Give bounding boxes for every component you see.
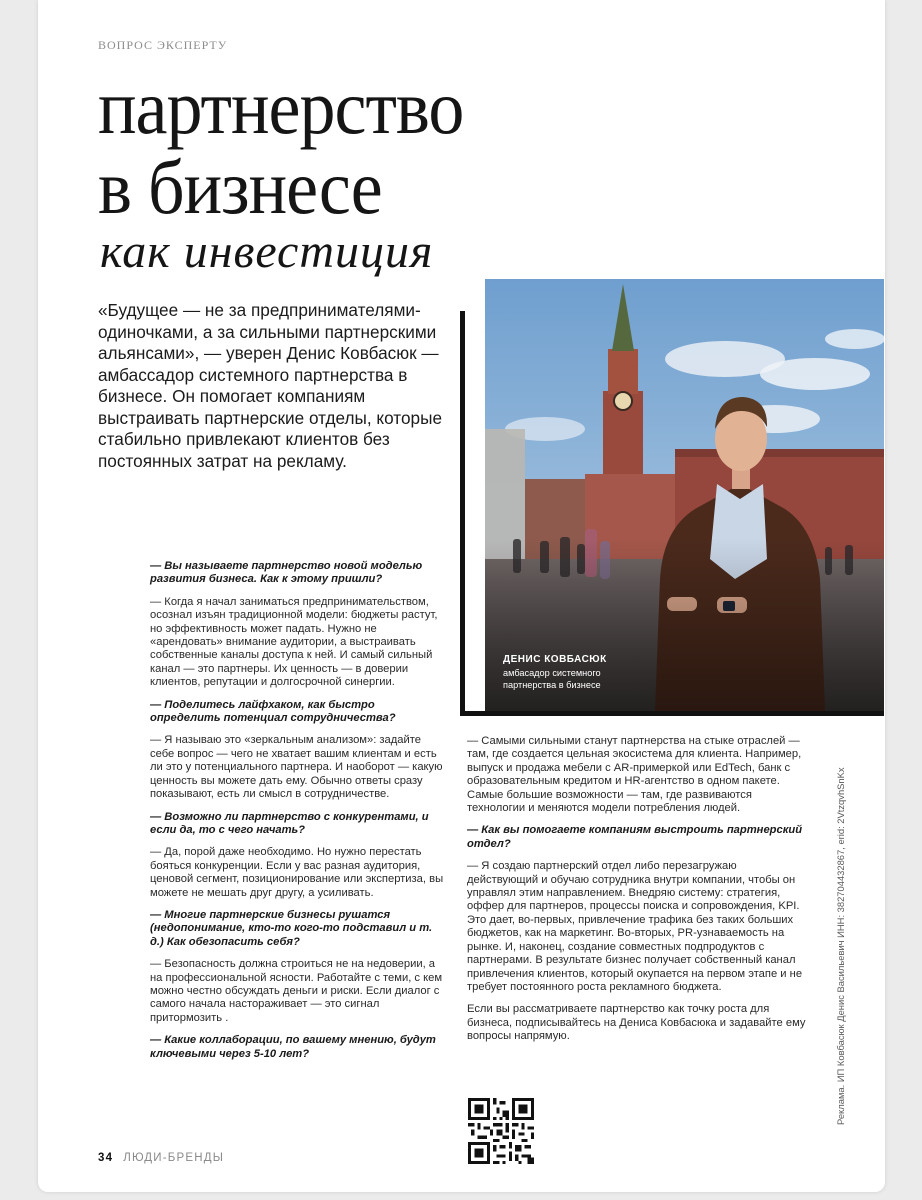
interview-answer: — Самыми сильными станут партнерства на стыке отраслей — там, где создается цельная экосистема для клиента. Например, выпуск и продажа мебели с AR-примеркой или EdTech, банк с образовательным кредитом и HR-агентство в одном пакете. Самые большие возможности — там, где развиваются технологии и меняются модели потребления людей. — [467, 735, 802, 815]
section-kicker: ВОПРОС ЭКСПЕРТУ — [98, 38, 228, 52]
page-number: 34 — [98, 1152, 114, 1164]
headline-line-3: как инвестиция — [100, 225, 434, 278]
interview-answer: — Я создаю партнерский отдел либо перезагружаю действующий и обучаю сотрудника внутри компании, чтобы он управлял этим направлением. Внедряю систему: стратегия, оффер для партнеров, процессы поиска и сопровождения, KPI. Это дает, во-первых, привлечение трафика без таких больших бюджетов, как на маркетинг. Во-вторых, PR-узнаваемость на рынке. И, наконец, создание совместных подпродуктов с партнерами. В результате бизнес получает собственный канал привлечения клиентов, который окупается на первом этапе и не требует постоянного роста рекламного бюджета. — [467, 860, 803, 993]
interview-answer: — Когда я начал заниматься предпринимательством, осознал изъян традиционной модели: бюджеты растут, но эффективность может падать. Нужно не «арендовать» внимание аудитории, а выстраивать собственные каналы доступа к ней. И самый сильный канал — это партнеры. Их ценность — в доверии клиентов, репутации и долгосрочной синергии. — [150, 595, 438, 689]
photo-caption-name: ДЕНИС КОВБАСЮК — [503, 654, 607, 665]
interview-column-left — [150, 560, 446, 1070]
interview-question: — Многие партнерские бизнесы рушатся (недопонимание, кто-то кого-то подставил и т. д.) Как обезопасить себя? — [150, 908, 433, 948]
interview-answer: — Я называю это «зеркальным анализом»: задайте себе вопрос — чего не хватает вашим клиентам и есть ли это у потенциального партнера. И наоборот — какую ценность вы можете дать ему. Обычно ответы сразу показывают, есть ли смысл в сотрудничестве. — [150, 734, 443, 801]
interview-question: — Поделитесь лайфхаком, как быстро определить потенциал сотрудничества? — [150, 698, 396, 725]
interview-question: — Вы называете партнерство новой моделью развития бизнеса. Как к этому пришли? — [150, 560, 423, 586]
interview-question: — Возможно ли партнерство с конкурентами, и если да, то с чего начать? — [150, 810, 429, 836]
interview-column-right — [467, 735, 807, 1053]
ad-disclaimer: Реклама. ИП Ковбасюк Денис Васильевич ИНН: 382704432867, erid: 2VtzqvhSnKx — [835, 767, 846, 1125]
portrait-photo — [485, 279, 884, 711]
photo-frame-vertical — [460, 311, 465, 716]
page-folio — [98, 1152, 224, 1164]
folio-section: ЛЮДИ-БРЕНДЫ — [123, 1152, 225, 1164]
photo-caption-role: амбасадор системного партнерства в бизнесе — [503, 668, 601, 690]
headline-line-2: в бизнесе — [98, 144, 382, 231]
closing-paragraph: Если вы рассматриваете партнерство как точку роста для бизнеса, подписывайтесь на Дениса Ковбасюка и задавайте ему вопросы напрямую. — [467, 1003, 806, 1043]
interview-answer: — Да, порой даже необходимо. Но нужно перестать бояться конкуренции. Если у вас разная аудитория, ценовой сегмент, позиционирование или экспертиза, вы можете не мешать друг другу, а усиливать. — [150, 846, 444, 899]
headline-line-1: партнерство — [98, 64, 464, 151]
qr-code[interactable] — [468, 1098, 534, 1164]
lead-paragraph: «Будущее — не за предпринимателями-одиночками, а за сильными партнерскими альянсами», — уверен Денис Ковбасюк — амбассадор системного партнерства в бизнесе. Он помогает компаниям выстраивать партнерские отделы, которые стабильно привлекают клиентов без постоянных затрат на рекламу. — [98, 300, 442, 471]
interview-answer: — Безопасность должна строиться не на недоверии, а на профессиональной ясности. Работайте с теми, с кем можно честно обсуждать деньги и риски. Если диалог с самого начала настораживает — это сигнал притормозить . — [150, 958, 443, 1024]
interview-question: — Какие коллаборации, по вашему мнению, будут ключевыми через 5-10 лет? — [150, 1034, 436, 1060]
interview-question: — Как вы помогаете компаниям выстроить партнерский отдел? — [467, 824, 803, 850]
photo-frame-horizontal — [460, 711, 884, 716]
